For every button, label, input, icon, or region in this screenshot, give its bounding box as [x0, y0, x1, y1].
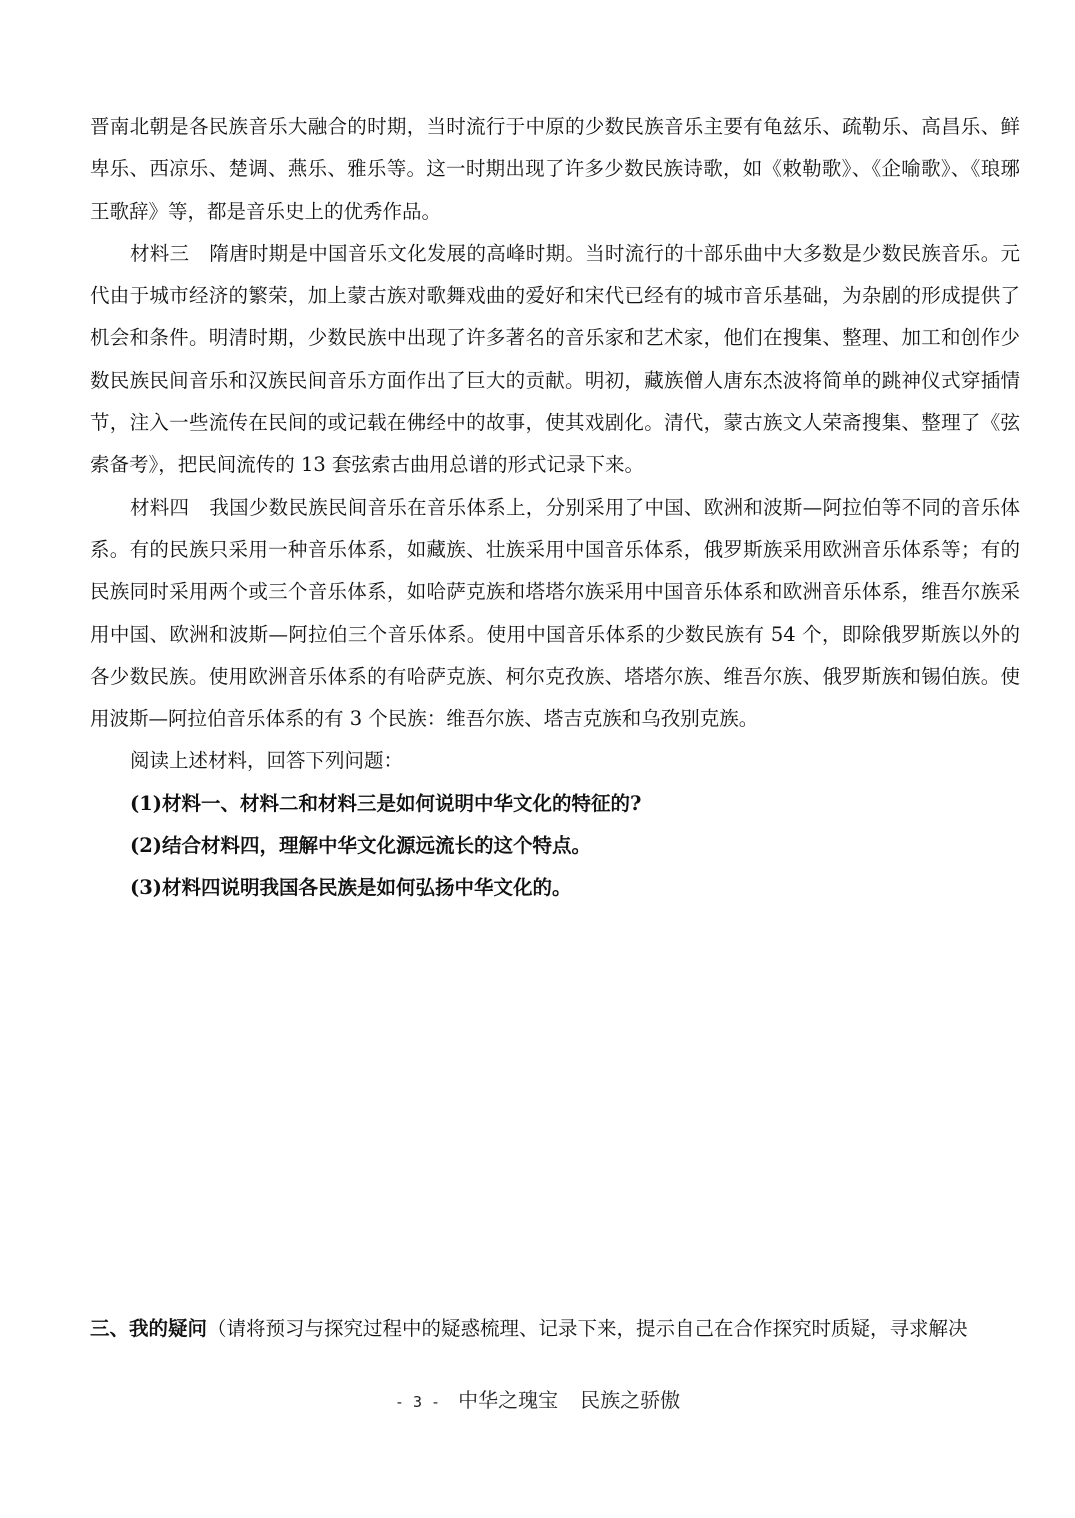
document-body: [90, 106, 1020, 910]
material-four-paragraph: [90, 487, 1020, 741]
material-four-label: 材料四: [130, 495, 190, 519]
material-three-paragraph: [90, 233, 1020, 487]
footer-title-part1: 中华之瑰宝: [458, 1388, 559, 1412]
instruction-text: 阅读上述材料，回答下列问题：: [130, 749, 404, 773]
section-heading: 三、我的疑问: [90, 1317, 208, 1340]
page-number: - 3 -: [394, 1393, 441, 1411]
section-instruction: （请将预习与探究过程中的疑惑梳理、记录下来，提示自己在合作探究时质疑，寻求解决: [207, 1317, 968, 1340]
question-2: (2)结合材料四，理解中华文化源远流长的这个特点。: [130, 834, 592, 858]
material-three-text: 隋唐时期是中国音乐文化发展的高峰时期。当时流行的十部乐曲中大多数是少数民族音乐。元代由于城市经济的繁荣，加上蒙古族对歌舞戏曲的爱好和宋代已经有的城市音乐基础，为杂剧的形成提供了机会和条件。明清时期，少数民族中出现了许多著名的音乐家和艺术家，他们在搜集、整理、加工和创作少数民族民间音乐和汉族民间音乐方面作出了巨大的贡献。明初，藏族僧人唐东杰波将简单的跳神仪式穿插情节，注入一些流传在民间的或记载在佛经中的故事，使其戏剧化。清代，蒙古族文人荣斋搜集、整理了《弦索备考》，把民间流传的 13 套弦索古曲用总谱的形式记录下来。: [90, 241, 1020, 477]
material-three-label: 材料三: [130, 241, 190, 265]
paragraph-continuation: 晋南北朝是各民族音乐大融合的时期，当时流行于中原的少数民族音乐主要有龟兹乐、疏勒乐、高昌乐、鲜卑乐、西凉乐、楚调、燕乐、雅乐等。这一时期出现了许多少数民族诗歌，如《敕勒歌》、《企喻歌》、《琅琊王歌辞》等，都是音乐史上的优秀作品。: [90, 115, 1020, 223]
page-footer: [0, 1380, 1075, 1422]
material-four-text: 我国少数民族民间音乐在音乐体系上，分别采用了中国、欧洲和波斯—阿拉伯等不同的音乐体系。有的民族只采用一种音乐体系，如藏族、壮族采用中国音乐体系，俄罗斯族采用欧洲音乐体系等；有的民族同时采用两个或三个音乐体系，如哈萨克族和塔塔尔族采用中国音乐体系和欧洲音乐体系，维吾尔族采用中国、欧洲和波斯—阿拉伯三个音乐体系。使用中国音乐体系的少数民族有 54 个，即除俄罗斯族以外的各少数民族。使用欧洲音乐体系的有哈萨克族、柯尔克孜族、塔塔尔族、维吾尔族、俄罗斯族和锡伯族。使用波斯—阿拉伯音乐体系的有 3 个民族：维吾尔族、塔吉克族和乌孜别克族。: [90, 495, 1020, 731]
question-1: (1)材料一、材料二和材料三是如何说明中华文化的特征的?: [130, 791, 642, 815]
question-3: (3)材料四说明我国各民族是如何弘扬中华文化的。: [130, 876, 572, 900]
section-my-questions: [90, 1308, 1030, 1350]
footer-title-part2: 民族之骄傲: [580, 1388, 681, 1412]
